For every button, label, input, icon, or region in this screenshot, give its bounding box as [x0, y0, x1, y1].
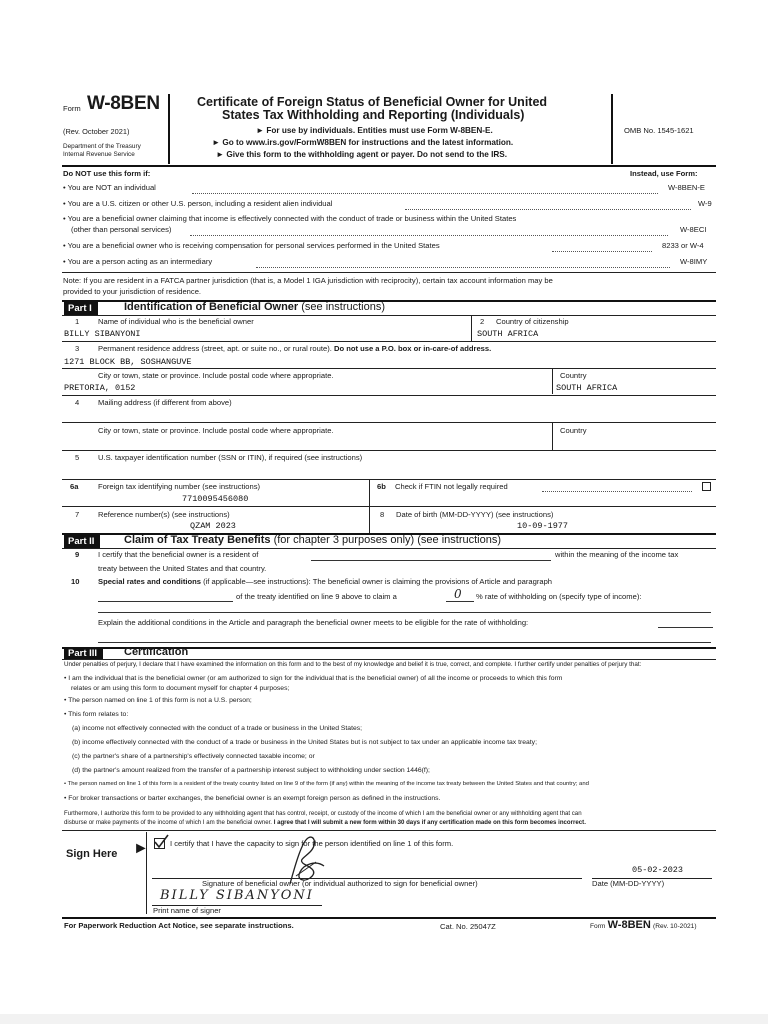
reference-number-field[interactable]: QZAM 2023	[190, 521, 236, 531]
dot-leader	[192, 193, 658, 194]
furthermore-line1: Furthermore, I authorize this form to be provided to any withholding agent that has control, receipt, or custody of the income of which I am the beneficial owner or any withholding agent that can	[64, 810, 582, 817]
dot-leader	[542, 491, 692, 492]
capacity-statement: I certify that I have the capacity to sign for the person identified on line 1 of this form.	[170, 839, 454, 848]
col-divider	[552, 422, 553, 450]
scan-bottom-edge	[0, 1014, 768, 1024]
print-name-field[interactable]: BILLY SIBANYONI	[160, 888, 314, 903]
dot-leader	[405, 209, 691, 210]
footer-form-id	[590, 919, 697, 931]
col-divider	[369, 479, 370, 506]
cert-bullet-3d: (d) the partner's amount realized from the transfer of a partnership interest subject to withholding under section 1446(f);	[72, 767, 430, 774]
exclusion-row-2: • You are a U.S. citizen or other U.S. person, including a resident alien individual	[63, 199, 333, 208]
exclusion-form-4: 8233 or W-4	[662, 241, 704, 250]
instruction-line2: ► Go to www.irs.gov/FormW8BEN for instructions and the latest information.	[212, 138, 514, 147]
ftin-not-required-checkbox[interactable]	[702, 482, 711, 491]
cert-bullet-2: • The person named on line 1 of this form is not a U.S. person;	[64, 697, 252, 704]
furthermore-line2b: I agree that I will submit a new form within 30 days if any certification made on this form becomes incorrect.	[273, 819, 586, 826]
withholding-rate-field[interactable]: 0	[454, 587, 462, 601]
exclusion-row-5: • You are a person acting as an intermediary	[63, 257, 213, 266]
col-divider	[552, 368, 553, 394]
header-divider-left	[168, 94, 170, 164]
line4-label: Mailing address (if different from above)	[98, 398, 232, 407]
line1-number: 1	[75, 317, 80, 326]
footer-form-word: Form	[590, 923, 606, 930]
rule	[62, 368, 716, 369]
sign-here-arrow-icon: ►	[133, 840, 149, 857]
line6b-label: Check if FTIN not legally required	[395, 482, 508, 491]
rule	[62, 506, 716, 507]
date-label: Date (MM-DD-YYYY)	[592, 879, 665, 888]
form-title-line2: States Tax Withholding and Reporting (Individuals)	[222, 108, 525, 122]
part2-title-text: Claim of Tax Treaty Benefits	[124, 534, 271, 546]
city-field[interactable]: PRETORIA, 0152	[64, 383, 136, 393]
checkmark-icon	[153, 833, 169, 849]
line10-bold: Special rates and conditions	[98, 577, 201, 586]
exclusion-form-2: W-9	[698, 199, 712, 208]
line3-label	[98, 344, 491, 353]
sign-divider	[146, 832, 147, 914]
line10-text	[98, 577, 552, 586]
exclusion-form-1: W-8BEN-E	[668, 183, 705, 192]
dot-leader	[256, 267, 670, 268]
cert-bullet-5: • For broker transactions or barter exchanges, the beneficial owner is an exempt foreign person as defined in the instructions.	[64, 795, 441, 802]
line2-number: 2	[480, 317, 485, 326]
line9-text: I certify that the beneficial owner is a resident of	[98, 550, 259, 559]
omb-number: OMB No. 1545-1621	[624, 126, 694, 135]
rule	[62, 315, 716, 316]
cert-bullet-4: • The person named on line 1 of this form is a resident of the treaty country listed on line 9 of the form (if any) within the meaning of the income tax treaty between the United States and that country; and	[64, 781, 589, 787]
cert-bullet-1b: relates or am using this form to document myself for chapter 4 purposes;	[71, 685, 290, 692]
line7-number: 7	[75, 510, 80, 519]
instruction-line3: ► Give this form to the withholding agent or payer. Do not send to the IRS.	[216, 150, 508, 159]
footer-form-rev: (Rev. 10-2021)	[653, 923, 697, 930]
rate-underline	[446, 601, 474, 602]
treaty-country-underline[interactable]	[311, 560, 551, 561]
cert-bullet-1a: • I am the individual that is the beneficial owner (or am authorized to sign for the individual that is the beneficial owner) of all the income or proceeds to which this form	[64, 675, 563, 682]
dept-line1: Department of the Treasury	[63, 143, 141, 150]
dept-line2: Internal Revenue Service	[63, 151, 135, 158]
part3-tag: Part III	[64, 647, 103, 660]
line10-number: 10	[71, 577, 80, 586]
cert-bullet-3: • This form relates to:	[64, 711, 129, 718]
line1-label: Name of individual who is the beneficial owner	[98, 317, 254, 326]
fatca-note-line1: Note: If you are resident in a FATCA partner jurisdiction (that is, a Model 1 IGA jurisdiction with reciprocity), certain tax account information may be	[63, 276, 553, 285]
instead-use-heading: Instead, use Form:	[630, 169, 698, 178]
sign-here-label: Sign Here	[66, 848, 118, 860]
paperwork-notice: For Paperwork Reduction Act Notice, see separate instructions.	[64, 921, 294, 930]
rule	[62, 450, 716, 451]
exclusion-row-1: • You are NOT an individual	[63, 183, 156, 192]
cert-bullet-3b: (b) income effectively connected with the conduct of a trade or business in the United States but is not subject to tax under an applicable income tax treaty;	[72, 739, 537, 746]
header-divider-right	[611, 94, 613, 164]
rule	[62, 341, 716, 342]
rule	[62, 272, 716, 273]
line10-text2b: % rate of withholding on (specify type of income):	[476, 592, 642, 601]
rule	[62, 830, 716, 831]
rule	[62, 479, 716, 480]
form-word: Form	[63, 104, 81, 113]
line6a-label: Foreign tax identifying number (see instructions)	[98, 482, 261, 491]
line2-label: Country of citizenship	[496, 317, 569, 326]
income-type-underline[interactable]	[98, 612, 711, 613]
line9-number: 9	[75, 550, 80, 559]
do-not-use-heading: Do NOT use this form if:	[63, 169, 151, 178]
exclusion-form-3: W-8ECI	[680, 225, 707, 234]
part3-title: Certification	[124, 646, 189, 658]
country-field[interactable]: SOUTH AFRICA	[556, 383, 618, 393]
part1-tag: Part I	[64, 302, 98, 315]
line10-text-rest: (if applicable—see instructions): The beneficial owner is claiming the provisions of Article and paragraph	[203, 577, 553, 586]
part1-title-sub: (see instructions)	[301, 301, 386, 313]
furthermore-line2	[64, 819, 586, 826]
line6a-number: 6a	[70, 482, 79, 491]
part2-tag: Part II	[64, 535, 100, 548]
col-divider	[369, 506, 370, 533]
conditions-underline-2[interactable]	[98, 642, 711, 643]
exclusion-row-3: • You are a beneficial owner claiming that income is effectively connected with the conduct of trade or business within the United States	[63, 214, 517, 223]
line10-text3: Explain the additional conditions in the Article and paragraph the beneficial owner meets to be eligible for the rate of withholding:	[98, 618, 529, 627]
conditions-underline[interactable]	[658, 627, 713, 628]
line9-text2: treaty between the United States and that country.	[98, 564, 267, 573]
dot-leader	[552, 251, 652, 252]
city-label: City or town, state or province. Include postal code where appropriate.	[98, 371, 334, 380]
form-revision: (Rev. October 2021)	[63, 127, 130, 136]
citizenship-field[interactable]: SOUTH AFRICA	[477, 329, 539, 339]
part1-title-text: Identification of Beneficial Owner	[124, 301, 299, 313]
city2-label: City or town, state or province. Include postal code where appropriate.	[98, 426, 334, 435]
rule	[62, 422, 716, 423]
form-id: W-8BEN	[87, 93, 160, 114]
fatca-note-line2: provided to your jurisdiction of residence.	[63, 287, 202, 296]
rule	[62, 395, 716, 396]
cert-bullet-3a: (a) income not effectively connected with the conduct of a trade or business in the United States;	[72, 725, 363, 732]
line8-number: 8	[380, 510, 385, 519]
footer-form-number: W-8BEN	[607, 919, 651, 931]
rule	[62, 659, 716, 660]
line3-number: 3	[75, 344, 80, 353]
instruction-line1: ► For use by individuals. Entities must use Form W-8BEN-E.	[256, 126, 493, 135]
line9-text-b: within the meaning of the income tax	[555, 550, 679, 559]
part2-title	[124, 534, 501, 546]
country-label: Country	[560, 371, 587, 380]
catalog-number: Cat. No. 25047Z	[440, 922, 496, 931]
rule	[62, 548, 716, 549]
perjury-statement: Under penalties of perjury, I declare that I have examined the information on this form and to the best of my knowledge and belief it is true, correct, and complete. I further certify under penalties of perjury that:	[64, 661, 642, 668]
furthermore-line2a: disburse or make payments of the income of which I am the beneficial owner.	[64, 819, 272, 826]
line4-number: 4	[75, 398, 80, 407]
line7-label: Reference number(s) (see instructions)	[98, 510, 230, 519]
part2-title-sub: (for chapter 3 purposes only) (see instructions)	[273, 534, 502, 546]
exclusion-row-3b: (other than personal services)	[71, 225, 172, 234]
signature-label: Signature of beneficial owner (or individual authorized to sign for beneficial owner)	[202, 879, 478, 888]
beneficial-owner-name-field[interactable]: BILLY SIBANYONI	[64, 329, 141, 339]
line5-label: U.S. taxpayer identification number (SSN or ITIN), if required (see instructions)	[98, 453, 363, 462]
line6b-number: 6b	[377, 482, 386, 491]
line3-label-text: Permanent residence address (street, apt. or suite no., or rural route).	[98, 344, 332, 353]
article-paragraph-underline[interactable]	[98, 601, 233, 602]
line10-text2a: of the treaty identified on line 9 above to claim a	[236, 592, 397, 601]
foreign-tin-field[interactable]: 7710095456080	[182, 494, 249, 504]
residence-address-field[interactable]: 1271 BLOCK BB, SOSHANGUVE	[64, 357, 192, 367]
signature-date-field[interactable]: 05-02-2023	[632, 865, 684, 875]
print-name-label: Print name of signer	[153, 906, 221, 915]
country2-label: Country	[560, 426, 587, 435]
header-bottom-rule	[62, 165, 716, 167]
form-title-line1: Certificate of Foreign Status of Beneficial Owner for United	[197, 95, 548, 109]
line5-number: 5	[75, 453, 80, 462]
exclusion-row-4: • You are a beneficial owner who is receiving compensation for personal services performed in the United States	[63, 241, 440, 250]
exclusion-form-5: W-8IMY	[680, 257, 708, 266]
line3-label-bold: Do not use a P.O. box or in-care-of address.	[333, 344, 492, 353]
part1-title	[124, 301, 385, 313]
dot-leader	[190, 235, 668, 236]
col-divider	[471, 315, 472, 341]
line8-label: Date of birth (MM-DD-YYYY) (see instructions)	[396, 510, 554, 519]
date-of-birth-field[interactable]: 10-09-1977	[517, 521, 569, 531]
cert-bullet-3c: (c) the partner's share of a partnership's effectively connected taxable income; or	[72, 753, 315, 760]
